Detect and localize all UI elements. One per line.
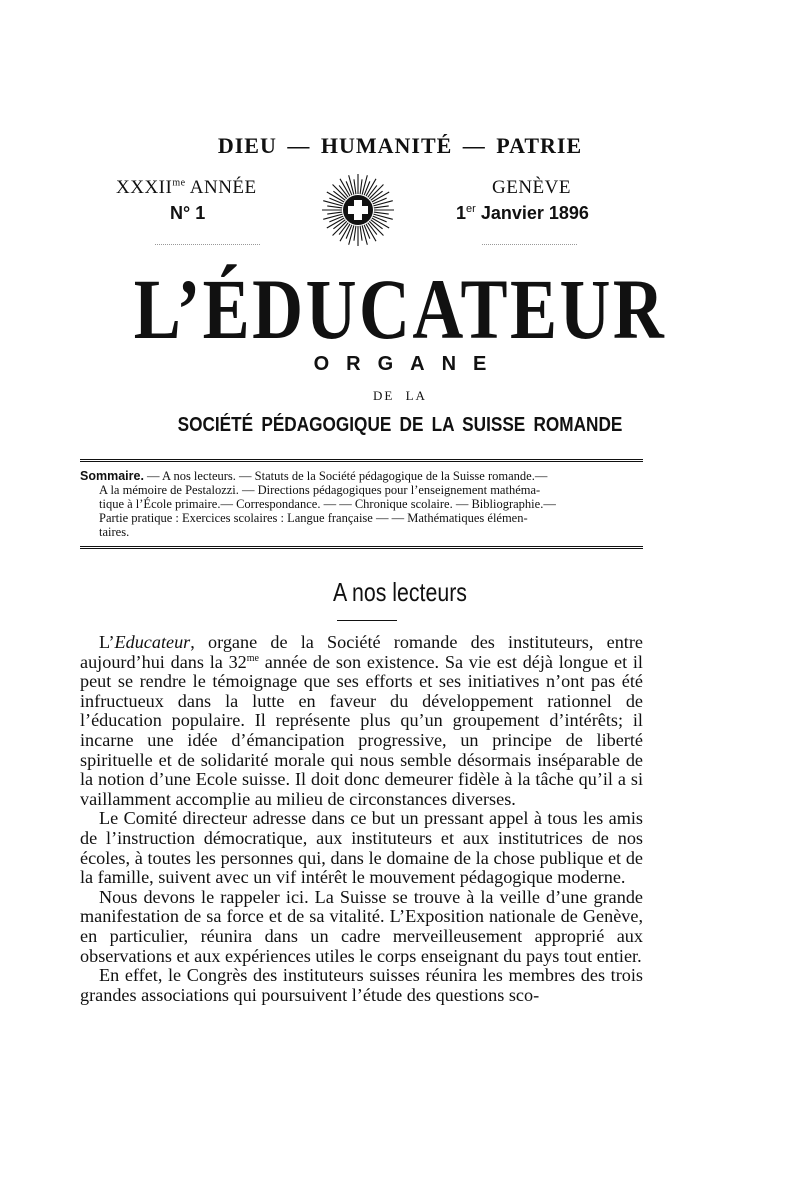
journal-title: L’ÉDUCATEUR: [133, 261, 667, 357]
divider: [80, 459, 643, 463]
volume-year: $XXXII^{me}$ ANNÉE: [116, 177, 257, 198]
article-body: [80, 633, 643, 1005]
issue-place-date: [456, 177, 636, 224]
issue-info: [116, 177, 296, 224]
divider: [80, 546, 643, 550]
swiss-cross-sunburst-icon: [320, 172, 396, 248]
paragraph: L’Educateur, organe de la Société romande des instituteurs, entre aujourd’hui dans la $32^{me}$ année de son existence. Sa vie est déjà longue et il peut se rendre le témoignage que ses efforts et ses initiatives n’ont pas été infructueux dans la lutte en faveur du développement rationnel de l’éducation populaire. Il représente plus qu’un groupement d’intérêts; il incarne une idée d’émancipation progressive, un principe de liberté spirituelle et de solidarité morale qui nous semble désormais inséparable de la notion d’une Ecole suisse. Il doit donc demeurer fidèle à la tâche qu’il a si vaillamment accomplie au milieu de circonstances diverses.: [80, 632, 643, 809]
divider: [482, 244, 577, 245]
paragraph: En effet, le Congrès des instituteurs suisses réunira les membres des trois grandes associations qui poursuivent l’étude des questions sco-: [80, 965, 643, 1005]
sommaire-label: Sommaire.: [80, 469, 144, 483]
paragraph: Le Comité directeur adresse dans ce but un pressant appel à tous les amis de l’instruction démocratique, aux instituteurs et aux institutrices de nos écoles, à toutes les personnes qui, dans le domaine de la chose publique et de la famille, suivent avec un vif intérêt le mouvement pédagogique moderne.: [80, 808, 643, 888]
paragraph: Nous devons le rappeler ici. La Suisse se trouve à la veille d’une grande manifestation de sa force et de sa vitalité. L’Exposition nationale de Genève, en particulier, réunira dans un cadre merveilleusement approprié aux observations et aux expériences utiles le corps enseignant du pays tout entier.: [80, 886, 643, 966]
divider: [155, 244, 260, 245]
article-title: A nos lecteurs: [333, 577, 467, 607]
city: GENÈVE: [492, 177, 571, 198]
society-name: SOCIÉTÉ PÉDAGOGIQUE DE LA SUISSE ROMANDE: [177, 414, 623, 436]
divider: [337, 620, 397, 621]
organe-label: ORGANE: [313, 353, 504, 375]
issue-date: 1er Janvier 1896: [456, 203, 589, 223]
de-la-label: DE LA: [373, 388, 427, 403]
issue-number: N° 1: [170, 203, 206, 223]
table-of-contents: Sommaire. — A nos lecteurs. — Statuts de la Société pédagogique de la Suisse romande.— A la mémoire de Pestalozzi. — Directions pédagogiques pour l’enseignement mathéma- tique à l’École primaire.— Correspondance. — — Chronique scolaire. — Bibliographie.— Partie pratique : Exercices scolaires : Langue française — — Mathématiques élémen- taires.: [80, 469, 556, 539]
motto: DIEU — HUMANITÉ — PATRIE: [217, 133, 583, 158]
